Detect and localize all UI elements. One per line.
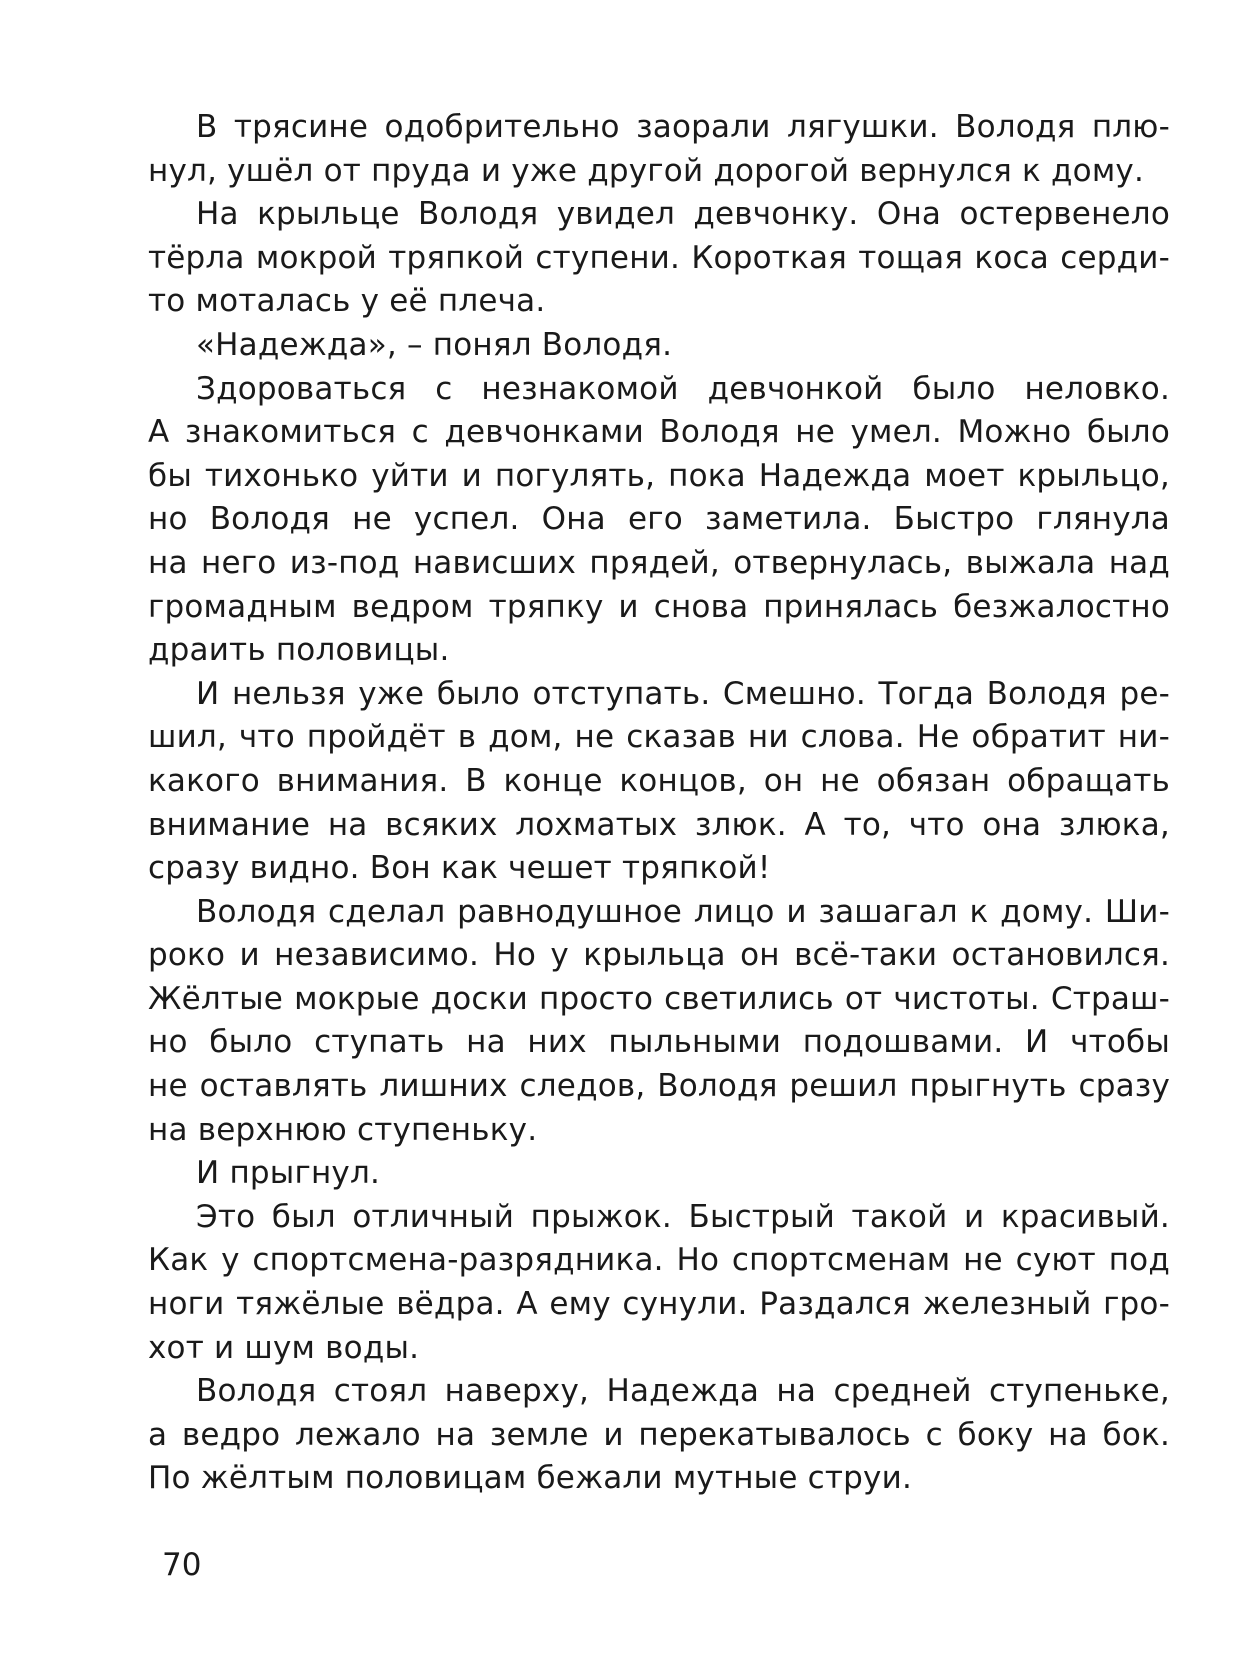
text-line: не оставлять лишних следов, Володя решил прыгнуть сразу — [148, 1068, 1170, 1105]
text-line: сразу видно. Вон как чешет тряпкой! — [148, 850, 771, 887]
text-line: какого внимания. В конце концов, он не обязан обращать — [148, 762, 1170, 799]
page-number: 70 — [162, 1547, 202, 1583]
text-line: Это был отличный прыжок. Быстрый такой и красивый. — [196, 1198, 1170, 1235]
text-line: На крыльце Володя увидел девчонку. Она остервенело — [196, 196, 1170, 233]
text-line: В трясине одобрительно заорали лягушки. Володя плю- — [196, 109, 1170, 145]
text-line: громадным ведром тряпку и снова принялась безжалостно — [148, 588, 1170, 625]
text-line: Здороваться с незнакомой девчонкой было неловко. — [196, 370, 1170, 407]
text-line: И прыгнул. — [196, 1155, 381, 1192]
text-line: Жёлтые мокрые доски просто светились от чистоты. Страш- — [148, 980, 1170, 1017]
text-line: тёрла мокрой тряпкой ступени. Короткая тощая коса серди- — [148, 239, 1170, 276]
text-line: нул, ушёл от пруда и уже другой дорогой вернулся к дому. — [148, 152, 1145, 189]
text-line: драить половицы. — [148, 632, 450, 669]
text-line: ноги тяжёлые вёдра. А ему сунули. Раздался железный гро- — [148, 1286, 1170, 1323]
text-line: шил, что пройдёт в дом, не сказав ни слова. Не обратит ни- — [148, 719, 1170, 756]
text-line: на верхнюю ступеньку. — [148, 1111, 538, 1148]
text-line: хот и шум воды. — [148, 1329, 420, 1366]
text-line: «Надежда», – понял Володя. — [196, 326, 673, 363]
text-line: Как у спортсмена-разрядника. Но спортсменам не суют под — [148, 1242, 1170, 1279]
text-line: роко и независимо. Но у крыльца он всё-таки остановился. — [148, 937, 1170, 974]
text-line: По жёлтым половицам бежали мутные струи. — [148, 1460, 913, 1497]
text-line: Володя стоял наверху, Надежда на средней ступеньке, — [196, 1373, 1170, 1410]
text-line: бы тихонько уйти и погулять, пока Надежда моет крыльцо, — [148, 457, 1170, 494]
text-line: то моталась у её плеча. — [148, 283, 546, 320]
text-line: Володя сделал равнодушное лицо и зашагал к дому. Ши- — [196, 893, 1170, 930]
text-line: но Володя не успел. Она его заметила. Быстро глянула — [148, 501, 1170, 538]
body-text — [148, 106, 1170, 1501]
text-line: а ведро лежало на земле и перекатывалось с боку на бок. — [148, 1416, 1170, 1453]
text-line: но было ступать на них пыльными подошвами. И чтобы — [148, 1024, 1170, 1061]
text-line: на него из-под нависших прядей, отвернулась, выжала над — [148, 544, 1170, 581]
text-line: И нельзя уже было отступать. Смешно. Тогда Володя ре- — [196, 675, 1170, 712]
text-line: А знакомиться с девчонками Володя не умел. Можно было — [148, 414, 1170, 451]
text-line: внимание на всяких лохматых злюк. А то, что она злюка, — [148, 806, 1170, 843]
